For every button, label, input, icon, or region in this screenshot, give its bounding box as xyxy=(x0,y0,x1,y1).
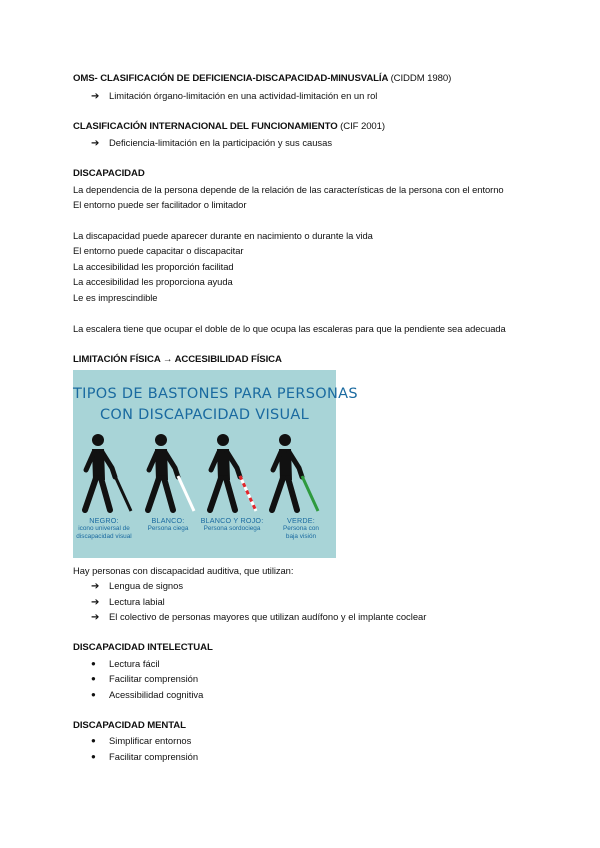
person-head xyxy=(279,434,291,446)
cane-caption-red-white: BLANCO Y ROJO: Persona sordociega xyxy=(200,516,264,532)
walking-person-icon xyxy=(85,434,115,510)
canes-infographic xyxy=(73,370,358,558)
bullet-icon: ● xyxy=(91,659,96,668)
cane-caption-white: BLANCO: Persona ciega xyxy=(147,516,189,532)
section-title-cif: CLASIFICACIÓN INTERNACIONAL DEL FUNCIONAMIENTO (CIF 2001) xyxy=(73,121,385,132)
bullet-icon: ● xyxy=(91,736,96,745)
arrow-icon: ➔ xyxy=(91,612,100,623)
paragraph: La dependencia de la persona depende de la relación de las características de la persona con el entorno xyxy=(73,184,504,195)
paragraph: El entorno puede capacitar o discapacitar xyxy=(73,245,244,256)
paragraph: Hay personas con discapacidad auditiva, que utilizan: xyxy=(73,565,294,576)
section-title-discapacidad: DISCAPACIDAD xyxy=(73,168,145,179)
list-item: ● Lectura fácil xyxy=(91,658,160,669)
person-leg xyxy=(148,478,159,510)
arrow-icon: ➔ xyxy=(91,91,100,102)
section-title-intelectual: DISCAPACIDAD INTELECTUAL xyxy=(73,642,213,653)
paragraph: La discapacidad puede aparecer durante en nacimiento o durante la vida xyxy=(73,230,373,241)
list-item: ➔ Limitación órgano-limitación en una actividad-limitación en un rol xyxy=(91,90,378,102)
cane xyxy=(302,476,318,511)
list-item: ● Simplificar entornos xyxy=(91,735,192,746)
list-item: ➔ Lengua de signos xyxy=(91,580,184,592)
bullet-icon: ● xyxy=(91,690,96,699)
person-leg xyxy=(85,478,96,510)
bullet-icon: ● xyxy=(91,674,96,683)
infographic-title: TIPOS DE BASTONES PARA PERSONAS xyxy=(73,386,358,402)
paragraph: Le es imprescindible xyxy=(73,292,158,303)
walking-person-icon xyxy=(272,434,302,510)
cane-caption-black: NEGRO: icono universal de discapacidad visual xyxy=(76,516,132,540)
infographic-subtitle: CON DISCAPACIDAD VISUAL xyxy=(99,407,310,423)
list-item: ➔ El colectivo de personas mayores que utilizan audífono y el implante coclear xyxy=(91,611,427,623)
person-leg xyxy=(226,478,235,510)
person-leg xyxy=(288,478,297,510)
cane xyxy=(178,476,194,511)
paragraph: La accesibilidad les proporciona ayuda xyxy=(73,276,233,287)
bullet-icon: ● xyxy=(91,752,96,761)
paragraph: La escalera tiene que ocupar el doble de lo que ocupa las escaleras para que la pendiente sea adecuada xyxy=(73,323,506,334)
arrow-icon: ➔ xyxy=(91,581,100,592)
person-head xyxy=(217,434,229,446)
cane xyxy=(115,476,131,511)
paragraph: La accesibilidad les proporción facilitad xyxy=(73,261,234,272)
list-item: ● Acessibilidad cognitiva xyxy=(91,689,204,700)
arrow-icon: ➔ xyxy=(91,138,100,149)
section-title-ciddm: OMS- CLASIFICACIÓN DE DEFICIENCIA-DISCAPACIDAD-MINUSVALÍA (CIDDM 1980) xyxy=(73,73,452,84)
list-item: ● Facilitar comprensión xyxy=(91,751,199,762)
person-leg xyxy=(210,478,221,510)
section-title-limitacion-fisica: LIMITACIÓN FÍSICA → ACCESIBILIDAD FÍSICA xyxy=(73,354,282,365)
walking-person-icon xyxy=(210,434,240,510)
arrow-icon: ➔ xyxy=(91,597,100,608)
list-item: ➔ Deficiencia-limitación en la participación y sus causas xyxy=(91,137,333,149)
walking-person-icon xyxy=(148,434,178,510)
person-leg xyxy=(164,478,173,510)
section-title-mental: DISCAPACIDAD MENTAL xyxy=(73,720,186,731)
list-item: ● Facilitar comprensión xyxy=(91,673,199,684)
person-leg xyxy=(101,478,110,510)
list-item: ➔ Lectura labial xyxy=(91,596,165,608)
person-head xyxy=(92,434,104,446)
cane-caption-green: VERDE: Persona con baja visión xyxy=(283,516,319,540)
person-head xyxy=(155,434,167,446)
paragraph: El entorno puede ser facilitador o limitador xyxy=(73,199,247,210)
person-leg xyxy=(272,478,283,510)
